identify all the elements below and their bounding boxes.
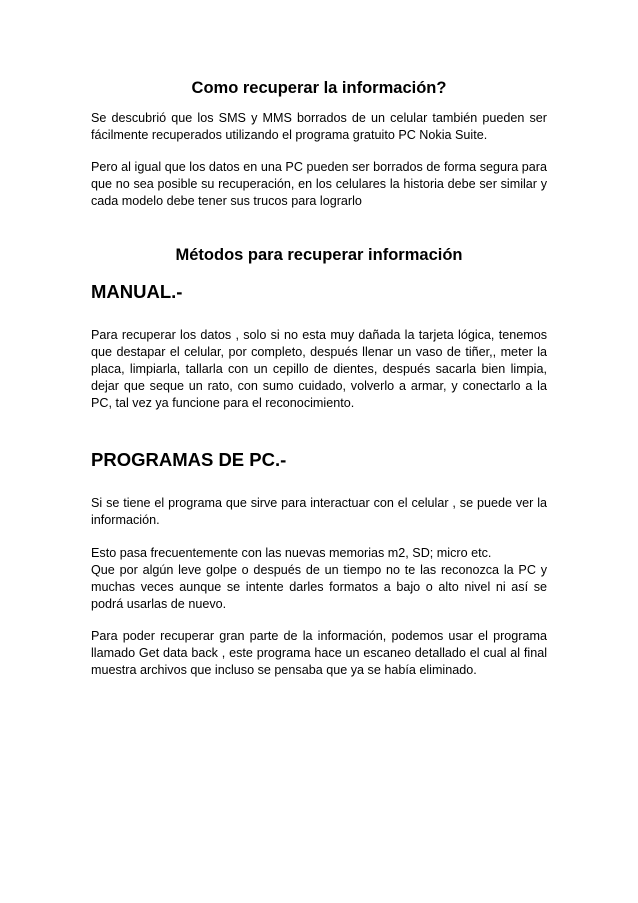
paragraph-memorias: Esto pasa frecuentemente con las nuevas memorias m2, SD; micro etc. — [91, 546, 492, 560]
paragraph-programas-intro: Si se tiene el programa que sirve para interactuar con el celular , se puede ver la información. — [91, 496, 547, 527]
paragraph-get-data-back: Para poder recuperar gran parte de la información, podemos usar el programa llamado Get data back , este programa hace un escaneo detallado el cual al final muestra archivos que incluso se pensaba que ya se había eliminado. — [91, 629, 547, 677]
section-title-recover: Como recuperar la información? — [191, 79, 447, 97]
section-title-methods: Métodos para recuperar información — [175, 246, 463, 264]
heading-manual: MANUAL.- — [91, 281, 183, 302]
paragraph-sms-mms: Se descubrió que los SMS y MMS borrados de un celular también pueden ser fácilmente recuperados utilizando el programa gratuito PC Nokia Suite. — [91, 111, 547, 142]
paragraph-manual: Para recuperar los datos , solo si no esta muy dañada la tarjeta lógica, tenemos que destapar el celular, por completo, después llenar un vaso de tiñer,, meter la placa, limpiarla, tallarla con un cepillo de dientes, después sacarla bien limpia, dejar que seque un rato, con sumo cuidado, volverlo a armar, y conectarlo a la PC, tal vez ya funcione para el reconocimiento. — [91, 328, 547, 410]
heading-programas: PROGRAMAS DE PC.- — [91, 449, 287, 470]
paragraph-secure-delete: Pero al igual que los datos en una PC pueden ser borrados de forma segura para que no sea posible su recuperación, en los celulares la historia debe ser similar y cada modelo debe tener sus trucos para lograrlo — [91, 160, 547, 208]
paragraph-formatos: Que por algún leve golpe o después de un tiempo no te las reconozca la PC y muchas veces aunque se intente darles formatos a bajo o alto nivel ni así se podrá usarlas de nuevo. — [91, 563, 547, 611]
